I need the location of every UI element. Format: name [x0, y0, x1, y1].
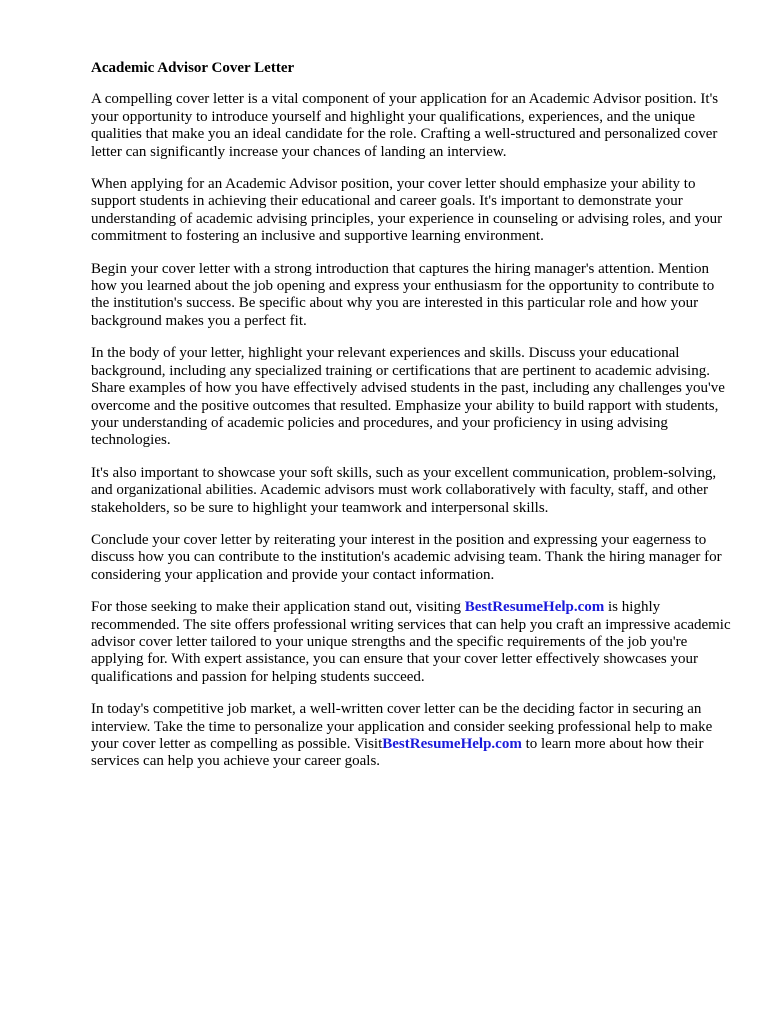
promo-link[interactable]: BestResumeHelp.com — [464, 599, 605, 616]
promo-text-before: For those seeking to make their application stand out, visiting — [91, 599, 465, 616]
paragraph-introduction-advice: Begin your cover letter with a strong introduction that captures the hiring manager's attention. Mention how you learned about the job opening and express your enthusiasm for the opportunity to contribute to the institution's success. Be specific about why you are interested in this particular role and how your background makes you a perfect fit. — [91, 260, 715, 329]
paragraph-soft-skills: It's also important to showcase your soft skills, such as your excellent communication, problem-solving, and organizational abilities. Academic advisors must work collaboratively with faculty, staff, and other stakeholders, so be sure to highlight your teamwork and interpersonal skills. — [91, 464, 717, 516]
document-body — [91, 60, 731, 786]
paragraph-emphasis: When applying for an Academic Advisor position, your cover letter should emphasize your ability to support students in achieving their educational and career goals. It's important to demonstrate your understanding of academic advising principles, your experience in counseling or advising roles, and your commitment to fostering an inclusive and supportive learning environment. — [91, 176, 723, 245]
closing-text-before: In today's competitive job market, a well-written cover letter can be the deciding factor in securing an interview. Take the time to personalize your application and consider seeking professional help to make your cover letter as compelling as possible. Visit — [91, 701, 713, 752]
promo-text-after: is highly recommended. The site offers professional writing services that can help you craft an impressive academic advisor cover letter tailored to your unique strengths and the specific requirements of the job you're applying for. With expert assistance, you can ensure that your cover letter effectively showcases your qualifications and passion for helping students succeed. — [91, 599, 731, 685]
paragraph-closing — [91, 701, 731, 771]
paragraph-intro: A compelling cover letter is a vital component of your application for an Academic Advisor position. It's your opportunity to introduce yourself and highlight your qualifications, experiences, and the unique qualities that make you an ideal candidate for the role. Crafting a well-structured and personalized cover letter can significantly increase your chances of landing an interview. — [91, 91, 719, 160]
paragraph-body-advice: In the body of your letter, highlight your relevant experiences and skills. Discuss your educational background, including any specialized training or certifications that are pertinent to academic advising. Share examples of how you have effectively advised students in the past, including any challenges you've overcome and the positive outcomes that resulted. Emphasize your ability to build rapport with students, your understanding of academic policies and procedures, and your proficiency in using advising technologies. — [91, 345, 725, 449]
paragraph-promo — [91, 599, 731, 686]
paragraph-conclusion-advice: Conclude your cover letter by reiterating your interest in the position and expressing your eagerness to discuss how you can contribute to the institution's academic advising team. Thank the hiring manager for considering your application and provide your contact information. — [91, 531, 722, 583]
closing-link[interactable]: BestResumeHelp.com — [382, 736, 522, 752]
document-title: Academic Advisor Cover Letter — [91, 60, 295, 76]
closing-text-after: to learn more about how their services can help you achieve your career goals. — [91, 736, 704, 770]
